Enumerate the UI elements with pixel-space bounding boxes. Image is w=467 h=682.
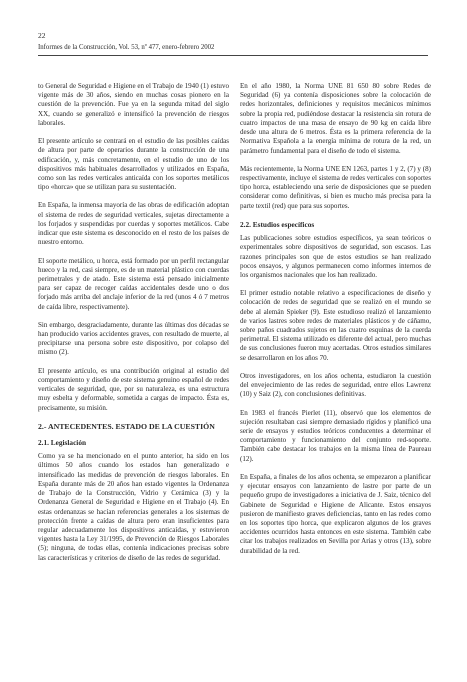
paragraph: En el año 1980, la Norma UNE 81 650 80 sobre Redes de Seguridad (6) ya contenía disposiciones sobre la colocación de redes horizontales, definiciones y requisitos mecánicos mínimos sobre la propia red, pudiéndose destacar la resistencia sin rotura de cuatro impactos de una masa de ensayo de 90 kg en caída libre desde una altura de 6 metros. Ésta es la primera referencia de la Normativa Española a la energía mínima de rotura de la red, un parámetro fundamental para el diseño de todo el sistema. (240, 82, 431, 155)
paragraph: Las publicaciones sobre estudios específicos, ya sean teóricos o experimentales sobre dispositivos de seguridad, son escasos. Las razones principales son que de estos estudios se han realizado pocos ensayos, y algunos permanecen como informes internos de los organismos nacionales que los han realizado. (240, 234, 431, 279)
paragraph: En España, a finales de los años ochenta, se empezaron a planificar y ejecutar ensayos con lanzamiento de lastre por parte de un pequeño grupo de investigadores a iniciativa de J. Saiz, técnico del Gabinete de Seguridad e Higiene de Alicante. Estos ensayos pusieron de manifiesto graves deficiencias, tanto en las redes como en los soportes tipo horca, que explicaron algunos de los graves accidentes ocurridos hasta entonces en este sistema. También cabe citar los trabajos realizados en Sevilla por Arias y otros (13), sobre durabilidad de la red. (240, 472, 431, 555)
subsection-heading: 2.1. Legislación (38, 438, 87, 447)
subsection-heading: 2.2. Estudios específicos (240, 219, 315, 229)
paragraph: En España, la inmensa mayoría de las obras de edificación adoptan el sistema de redes de seguridad verticales, sujetas directamente a los forjados y suspendidas por cuerdas y soportes metálicos. Cabe indicar que este sistema es desconocido en el resto de los países de nuestro entorno. (38, 201, 229, 247)
paragraph: El presente artículo, es una contribución original al estudio del comportamiento y diseño de este sistema genuino español de redes verticales de seguridad, que, por su naturaleza, es una estructura muy esbelta y deformable, sometida a cargas de impacto. Ésta es, precisamente, su misión. (38, 366, 229, 412)
paragraph: El presente artículo se centrará en el estudio de las posibles caídas de altura por parte de operarios durante la construcción de una edificación, y, más concretamente, en el estudio de uno de los dispositivos más habituales desarrollados y utilizados en España, como son las redes verticales anticaída con los soportes metálicos tipo «horca» que se utilizan para su sustentación. (38, 137, 229, 192)
page-number: 22 (38, 31, 46, 40)
left-column (38, 82, 229, 572)
paragraph: Como ya se ha mencionado en el punto anterior, ha sido en los últimos 50 años cuando los estados han generalizado e intensificado las medidas de prevención de riesgos laborales. En España durante más de 20 años han estado vigentes la Ordenanza de Trabajo de la Construcción, Vidrio y Cerámica (3) y la Ordenanza General de Seguridad e Higiene en el Trabajo (4). En estas ordenanzas se hacían referencias generales a los sistemas de protección frente a caídas de altura pero eran insuficientes para regular adecuadamente los dispositivos anticaídas, y estuvieron vigentes hasta la Ley 31/1995, de Prevención de Riesgos Laborales (5); ninguna, de todas ellas, contenía indicaciones precisas sobre las características y criterios de diseño de las redes de seguridad. (38, 452, 229, 562)
paragraph: Más recientemente, la Norma UNE EN 1263, partes 1 y 2, (7) y (8) respectivamente, incluye el sistema de redes verticales con soportes tipo horca, estableciendo una serie de disposiciones que se pueden considerar como definitivas, si bien es mucho más precisa para la parte textil (red) que para sus soportes. (240, 164, 431, 210)
right-column (240, 82, 431, 565)
section-heading: 2.- ANTECEDENTES. ESTADO DE LA CUESTIÓN (38, 421, 215, 431)
paragraph: Otros investigadores, en los años ochenta, estudiaron la cuestión del envejecimiento de las redes de seguridad, entre ellos Lawrenz (10) y Saiz (2), con conclusiones definitivas. (240, 371, 431, 399)
header-rule (38, 55, 428, 56)
paragraph: Sin embargo, desgraciadamente, durante las últimas dos décadas se han producido varios accidentes graves, con resultado de muerte, al precipitarse una persona sobre este dispositivo, por colapso del mismo (2). (38, 320, 229, 357)
paragraph: to General de Seguridad e Higiene en el Trabajo de 1940 (1) estuvo vigente más de 30 años, siendo en muchas cosas pionero en la cuestión de la prevención. Fue ya en la segunda mitad del siglo XX, cuando se generalizó e intensificó la prevención de riesgos laborales. (38, 82, 229, 127)
paragraph: En 1983 el francés Pierlet (11), observó que los elementos de sujeción resultaban casi siempre demasiado rígidos y planificó una serie de ensayos y estudios teóricos conducentes a determinar el comportamiento y funcionamiento del conjunto red-soporte. También cabe destacar los trabajos en la misma línea de Paureau (12). (240, 408, 431, 463)
paragraph: El soporte metálico, u horca, está formado por un perfil rectangular hueco y la red, casi siempre, es de un material plástico con cuerdas perimetrales y de atado. Este sistema está pensado inicialmente para ser capaz de recoger caídas accidentales desde uno o dos forjado más arriba del anclaje inferior de la red (unos 4 ó 7 metros de caída libre, respectivamente). (38, 256, 229, 311)
journal-header: Informes de la Construcción, Vol. 53, nº 477, enero-febrero 2002 (38, 44, 215, 51)
paragraph: El primer estudio notable relativo a especificaciones de diseño y colocación de redes de seguridad que se realizó en el mundo se debe al alemán Spieker (9). Este estudioso realizó el lanzamiento de varios lastres sobre redes de materiales plásticos y de cáñamo, sobre paños cuadrados sujetos en las cuatro esquinas de la cuerda perimetral. El sistema utilizado es diferente del actual, pero muchas de sus conclusiones fueron muy acertadas. Otros estudios similares se desarrollaron en los años 70. (240, 289, 431, 362)
